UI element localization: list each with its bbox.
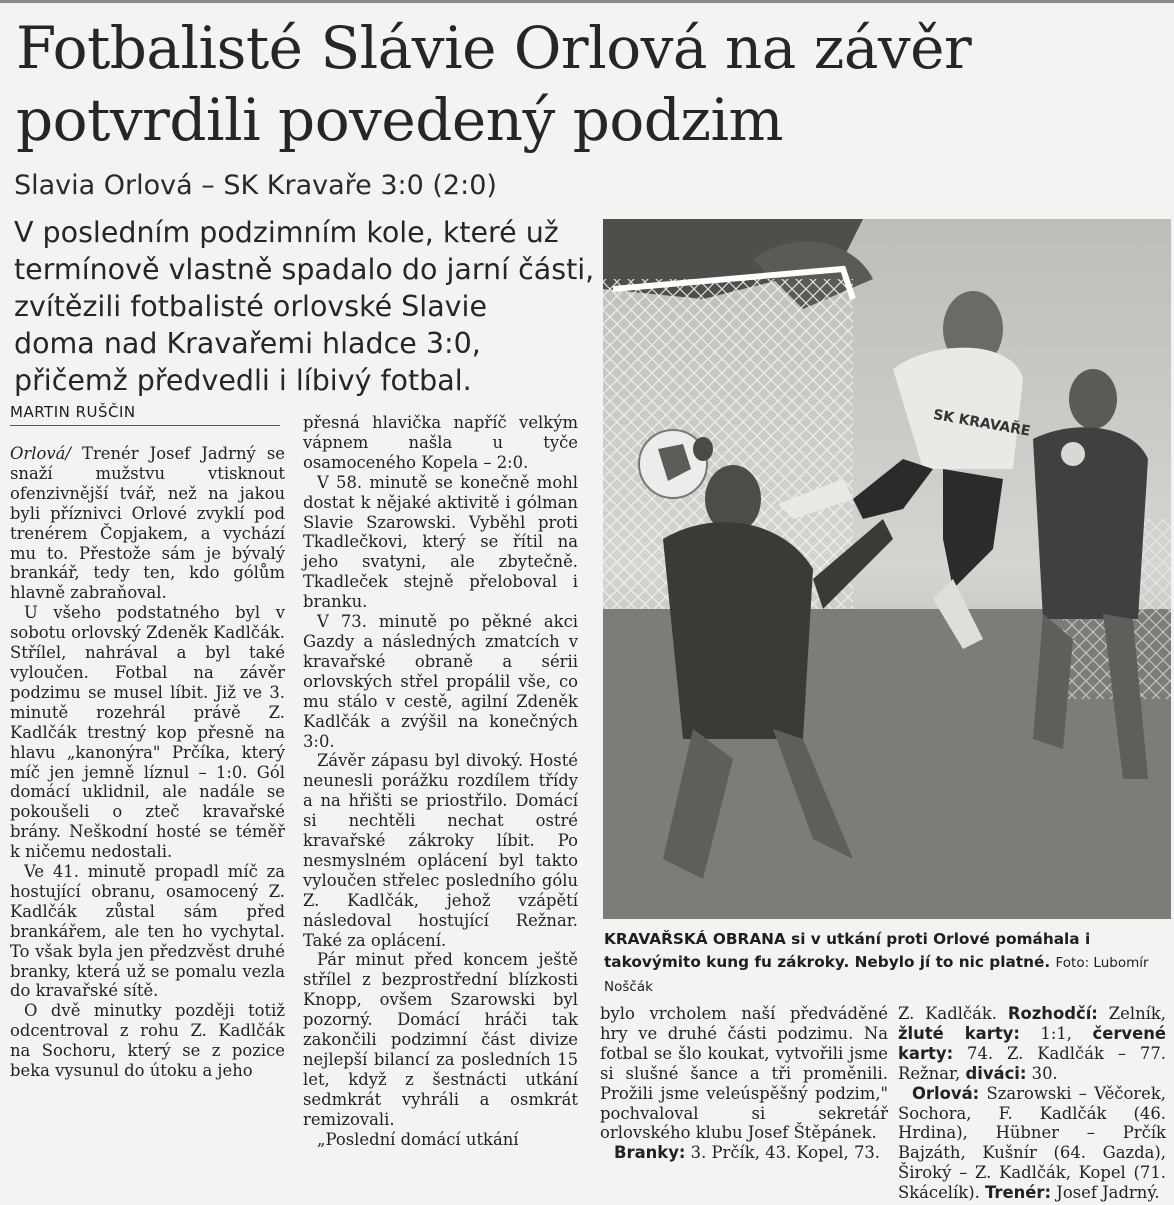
page-top-rule (0, 0, 1174, 3)
paragraph: přesná hlavička napříč velkým vápnem našla u tyče osamoceného Kopela – 2:0. (303, 413, 578, 472)
goals-text: 3. Prčík, 43. Kopel, 73. (685, 1143, 881, 1163)
article-column-4 (898, 1004, 1166, 1203)
football-action-photo (603, 219, 1171, 919)
paragraph: bylo vrcholem naší předváděné hry ve druhé části podzimu. Na fotbal se šlo koukat, vytvořili jsme si slušné šance a tři proměnili. Prožili jsme veleúspěšný podzim," pochvaloval si sekretář orlovského klubu Josef Štěpánek. (600, 1004, 888, 1143)
lead-line: termínově vlastně spadalo do jarní části, (14, 253, 595, 286)
paragraph-text: Trenér Josef Jadrný se snaží mužstvu vtisknout ofenzivnější tvář, než na jakou byli příznivci Orlové zvyklí pod trenérem Čopjakem, a vychází mu to. Přestože sám je bývalý brankář, tedy ten, kdo gólům hlavně zabraňoval. (10, 444, 285, 603)
yellow-cards-text: 1:1, (1019, 1023, 1093, 1043)
scorer-continued: Z. Kadlčák. (898, 1004, 1008, 1023)
referee-label: Rozhodčí: (1007, 1004, 1098, 1023)
match-photo (603, 219, 1171, 919)
caption-text: KRAVAŘSKÁ OBRANA si v utkání proti Orlové pomáhala i takovýmito kung fu zákroky. Nebylo jí to nic platné. (604, 930, 1091, 971)
spectators-label: diváci: (965, 1063, 1027, 1083)
match-facts (898, 1004, 1166, 1084)
paragraph: O dvě minutky později totiž odcentroval z rohu Z. Kadlčák na Sochoru, který se z pozice beka vysunul do útoku a jeho (10, 1001, 285, 1081)
lineup (898, 1084, 1166, 1203)
goals-label: Branky: (614, 1143, 686, 1163)
coach-text: Josef Jadrný. (1051, 1183, 1160, 1203)
paragraph: „Poslední domácí utkání (317, 1129, 519, 1149)
paragraph: Závěr zápasu byl divoký. Hosté neunesli porážku rozdílem třídy a na hřišti se priostřilo. Domácí si nechtěli nechat ostré kravařské zákroky líbit. Po nesmyslném oplácení byl takto vyloučen střelec posledního gólu Z. Kadlčák, jehož vzápětí následoval hostující Režnar. Také za oplácení. (303, 751, 578, 950)
lineup-text: Szarowski – Věčorek, Sochora, F. Kadlčák (46. Hrdina), Hübner – Prčík Bajzáth, Kušnír (64. Gazda), Široký – Z. Kadlčák, Kopel (71. Skácelík). (898, 1083, 1166, 1203)
headline (16, 12, 1166, 156)
paragraph: Ve 41. minutě propadl míč za hostující obranu, osamocený Z. Kadlčák zůstal sám před brankářem, ale ten ho vychytal. To však byla jen předzvěst druhé branky, která už se pomalu vezla do kravařské sítě. (10, 862, 285, 1001)
coach-label: Trenér: (985, 1183, 1052, 1203)
lead-line: doma nad Kravařemi hladce 3:0, (14, 327, 481, 360)
paragraph: V 58. minutě se konečně mohl dostat k nějaké aktivitě i gólman Slavie Szarowski. Vyběhl proti Tkadlečkovi, který se řítil na jeho svatyni, ale zbytečně. Tkadleček stejně přeloboval i branku. (303, 472, 578, 612)
match-result-subhead: Slavia Orlová – SK Kravaře 3:0 (2:0) (14, 170, 497, 201)
photo-credit: Foto: Lubomír Noščák (604, 955, 1149, 995)
dateline: Orlová/ (10, 444, 71, 463)
referee-text: Zelník, (1097, 1004, 1167, 1023)
article-column-2 (303, 413, 578, 1150)
article-column-1 (10, 444, 285, 1081)
shirt-text: SK KRAVAŘE (931, 406, 1032, 440)
paragraph: V 73. minutě po pěkné akci Gazdy a následných zmatcích v kravařské obraně a sérii orlovských střel propálil vše, co mu stálo v cestě, agilní Zdeněk Kadlčák a zvýšil na konečných 3:0. (303, 612, 578, 751)
red-cards-label: červené karty: (898, 1023, 1166, 1063)
lead-line: přičemž předvedli i líbivý fotbal. (14, 364, 472, 397)
spectators-text: 30. (1026, 1063, 1058, 1083)
photo-caption (604, 928, 1164, 999)
lead-line: V posledním podzimním kole, které už (14, 216, 559, 249)
article-column-3 (600, 1004, 888, 1163)
goals-line (600, 1143, 888, 1163)
red-cards-text: 74. Z. Kadlčák – 77. Režnar, (898, 1043, 1166, 1083)
lead-line: zvítězili fotbalisté orlovské Slavie (14, 290, 487, 323)
author-byline: MARTIN RUŠČIN (10, 403, 280, 426)
team-label: Orlová: (912, 1083, 980, 1103)
paragraph (10, 444, 285, 603)
paragraph: U všeho podstatného byl v sobotu orlovský Zdeněk Kadlčák. Střílel, nahrával a byl také vyloučen. Fotbal na závěr podzimu se musel líbit. Již ve 3. minutě rozehrál právě Z. Kadlčák trestný kop přesně na hlavu „kanonýra" Prčíka, který míč jen jemně líznul – 1:0. Gól domácí uklidnil, ale nadále se pokoušeli o zteč kravařské brány. Neškodní hosté se téměř k ničemu nedostali. (10, 603, 285, 862)
lead-paragraph (14, 214, 594, 399)
headline-line-1: Fotbalisté Slávie Orlová na závěr (16, 14, 972, 82)
yellow-cards-label: žluté karty: (898, 1023, 1020, 1043)
paragraph: Pár minut před koncem ještě střílel z bezprostřední blízkosti Knopp, ovšem Szarowski byl pozorný. Domácí hráči tak zakončili podzimní část divize nejlepší bilancí za posledních 15 let, když z šestnácti utkání sedmkrát vyhráli a osmkrát remizovali. (303, 950, 578, 1129)
headline-line-2: potvrdili povedený podzim (16, 86, 783, 154)
